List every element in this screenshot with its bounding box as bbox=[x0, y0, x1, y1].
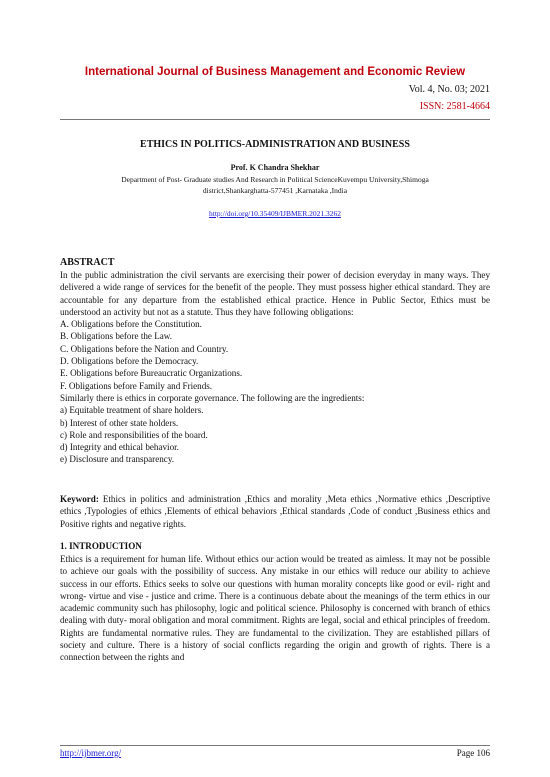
obligation-item: C. Obligations before the Nation and Country. bbox=[60, 343, 229, 354]
author-affiliation: Department of Post- Graduate studies And Research in Political ScienceKuvempu University,Shimoga district,Shankarghatta-577451 ,Karnataka ,India bbox=[121, 175, 429, 195]
journal-website-link[interactable]: http://ijbmer.org/ bbox=[60, 748, 122, 758]
ingredient-item: e) Disclosure and transparency. bbox=[60, 454, 175, 465]
journal-title: International Journal of Business Management and Economic Review bbox=[84, 66, 466, 78]
obligation-item: B. Obligations before the Law. bbox=[60, 331, 173, 342]
obligation-item: E. Obligations before Bureaucratic Organizations. bbox=[60, 368, 243, 379]
ingredient-item: a) Equitable treatment of share holders. bbox=[60, 405, 204, 416]
abstract-body bbox=[60, 269, 490, 466]
doi-link[interactable]: http://doi.org/10.35409/IJBMER.2021.3262 bbox=[209, 209, 341, 218]
issn-info: ISSN: 2581-4664 bbox=[419, 101, 490, 112]
abstract-paragraph: In the public administration the civil servants are exercising their power of decision everyday in many ways. They delivered a wide range of services for the benefit of the people. They must possess higher ethical standard. They are accountable for any departure from the established ethical practice. Hence in Public Sector, Ethics must be understood an activity but not as a statute. Thus they have following obligations: bbox=[60, 270, 490, 317]
header-divider bbox=[60, 119, 490, 120]
footer-divider bbox=[60, 745, 490, 746]
introduction-heading: 1. INTRODUCTION bbox=[60, 541, 142, 551]
keywords-text: Ethics in politics and administration ,Ethics and morality ,Meta ethics ,Normative ethics ,Descriptive ethics ,Typologies of ethics ,Elements of ethical behaviors ,Ethical standards ,Code of conduct ,Business ethics and Positive rights and negative rights. bbox=[60, 494, 490, 529]
keywords-label: Keyword: bbox=[60, 494, 99, 504]
obligation-item: A. Obligations before the Constitution. bbox=[60, 319, 202, 330]
keywords-paragraph bbox=[60, 493, 490, 530]
article-title: ETHICS IN POLITICS-ADMINISTRATION AND BUSINESS bbox=[140, 139, 410, 150]
keywords-section bbox=[60, 493, 490, 530]
page-number: Page 106 bbox=[456, 748, 490, 758]
ingredient-item: c) Role and responsibilities of the board. bbox=[60, 429, 208, 440]
ingredient-item: d) Integrity and ethical behavior. bbox=[60, 442, 179, 453]
introduction-paragraph: Ethics is a requirement for human life. Without ethics our action would be treated as aimless. It may not be possible to achieve our goals with the possibility of success. Any mistake in our ethics will reduce our ability to achieve success in our efforts. Ethics seeks to solve our questions with human morality concepts like good or evil- right and wrong- virtue and vise - justice and crime. There is a continuous debate about the meanings of the term ethics in our academic community such has philosophy, logic and political science. Philosophy is concerned with branch of ethics dealing with duty- moral obligation and moral commitment. Rights are legal, social and ethical principles of freedom. Rights are fundamental normative rules. They are fundamental to the civilization. They are established pillars of society and culture. There is a history of social conflicts regarding the origin and growth of rights. There is a connection between the rights and bbox=[60, 554, 490, 663]
obligation-item: D. Obligations before the Democracy. bbox=[60, 356, 199, 367]
ingredient-item: b) Interest of other state holders. bbox=[60, 417, 179, 428]
governance-intro: Similarly there is ethics in corporate governance. The following are the ingredients: bbox=[60, 392, 365, 403]
introduction-body bbox=[60, 553, 490, 664]
volume-info: Vol. 4, No. 03; 2021 bbox=[408, 84, 490, 95]
obligation-item: F. Obligations before Family and Friends. bbox=[60, 380, 213, 391]
abstract-heading: ABSTRACT bbox=[60, 257, 115, 268]
author-name: Prof. K Chandra Shekhar bbox=[230, 163, 320, 172]
